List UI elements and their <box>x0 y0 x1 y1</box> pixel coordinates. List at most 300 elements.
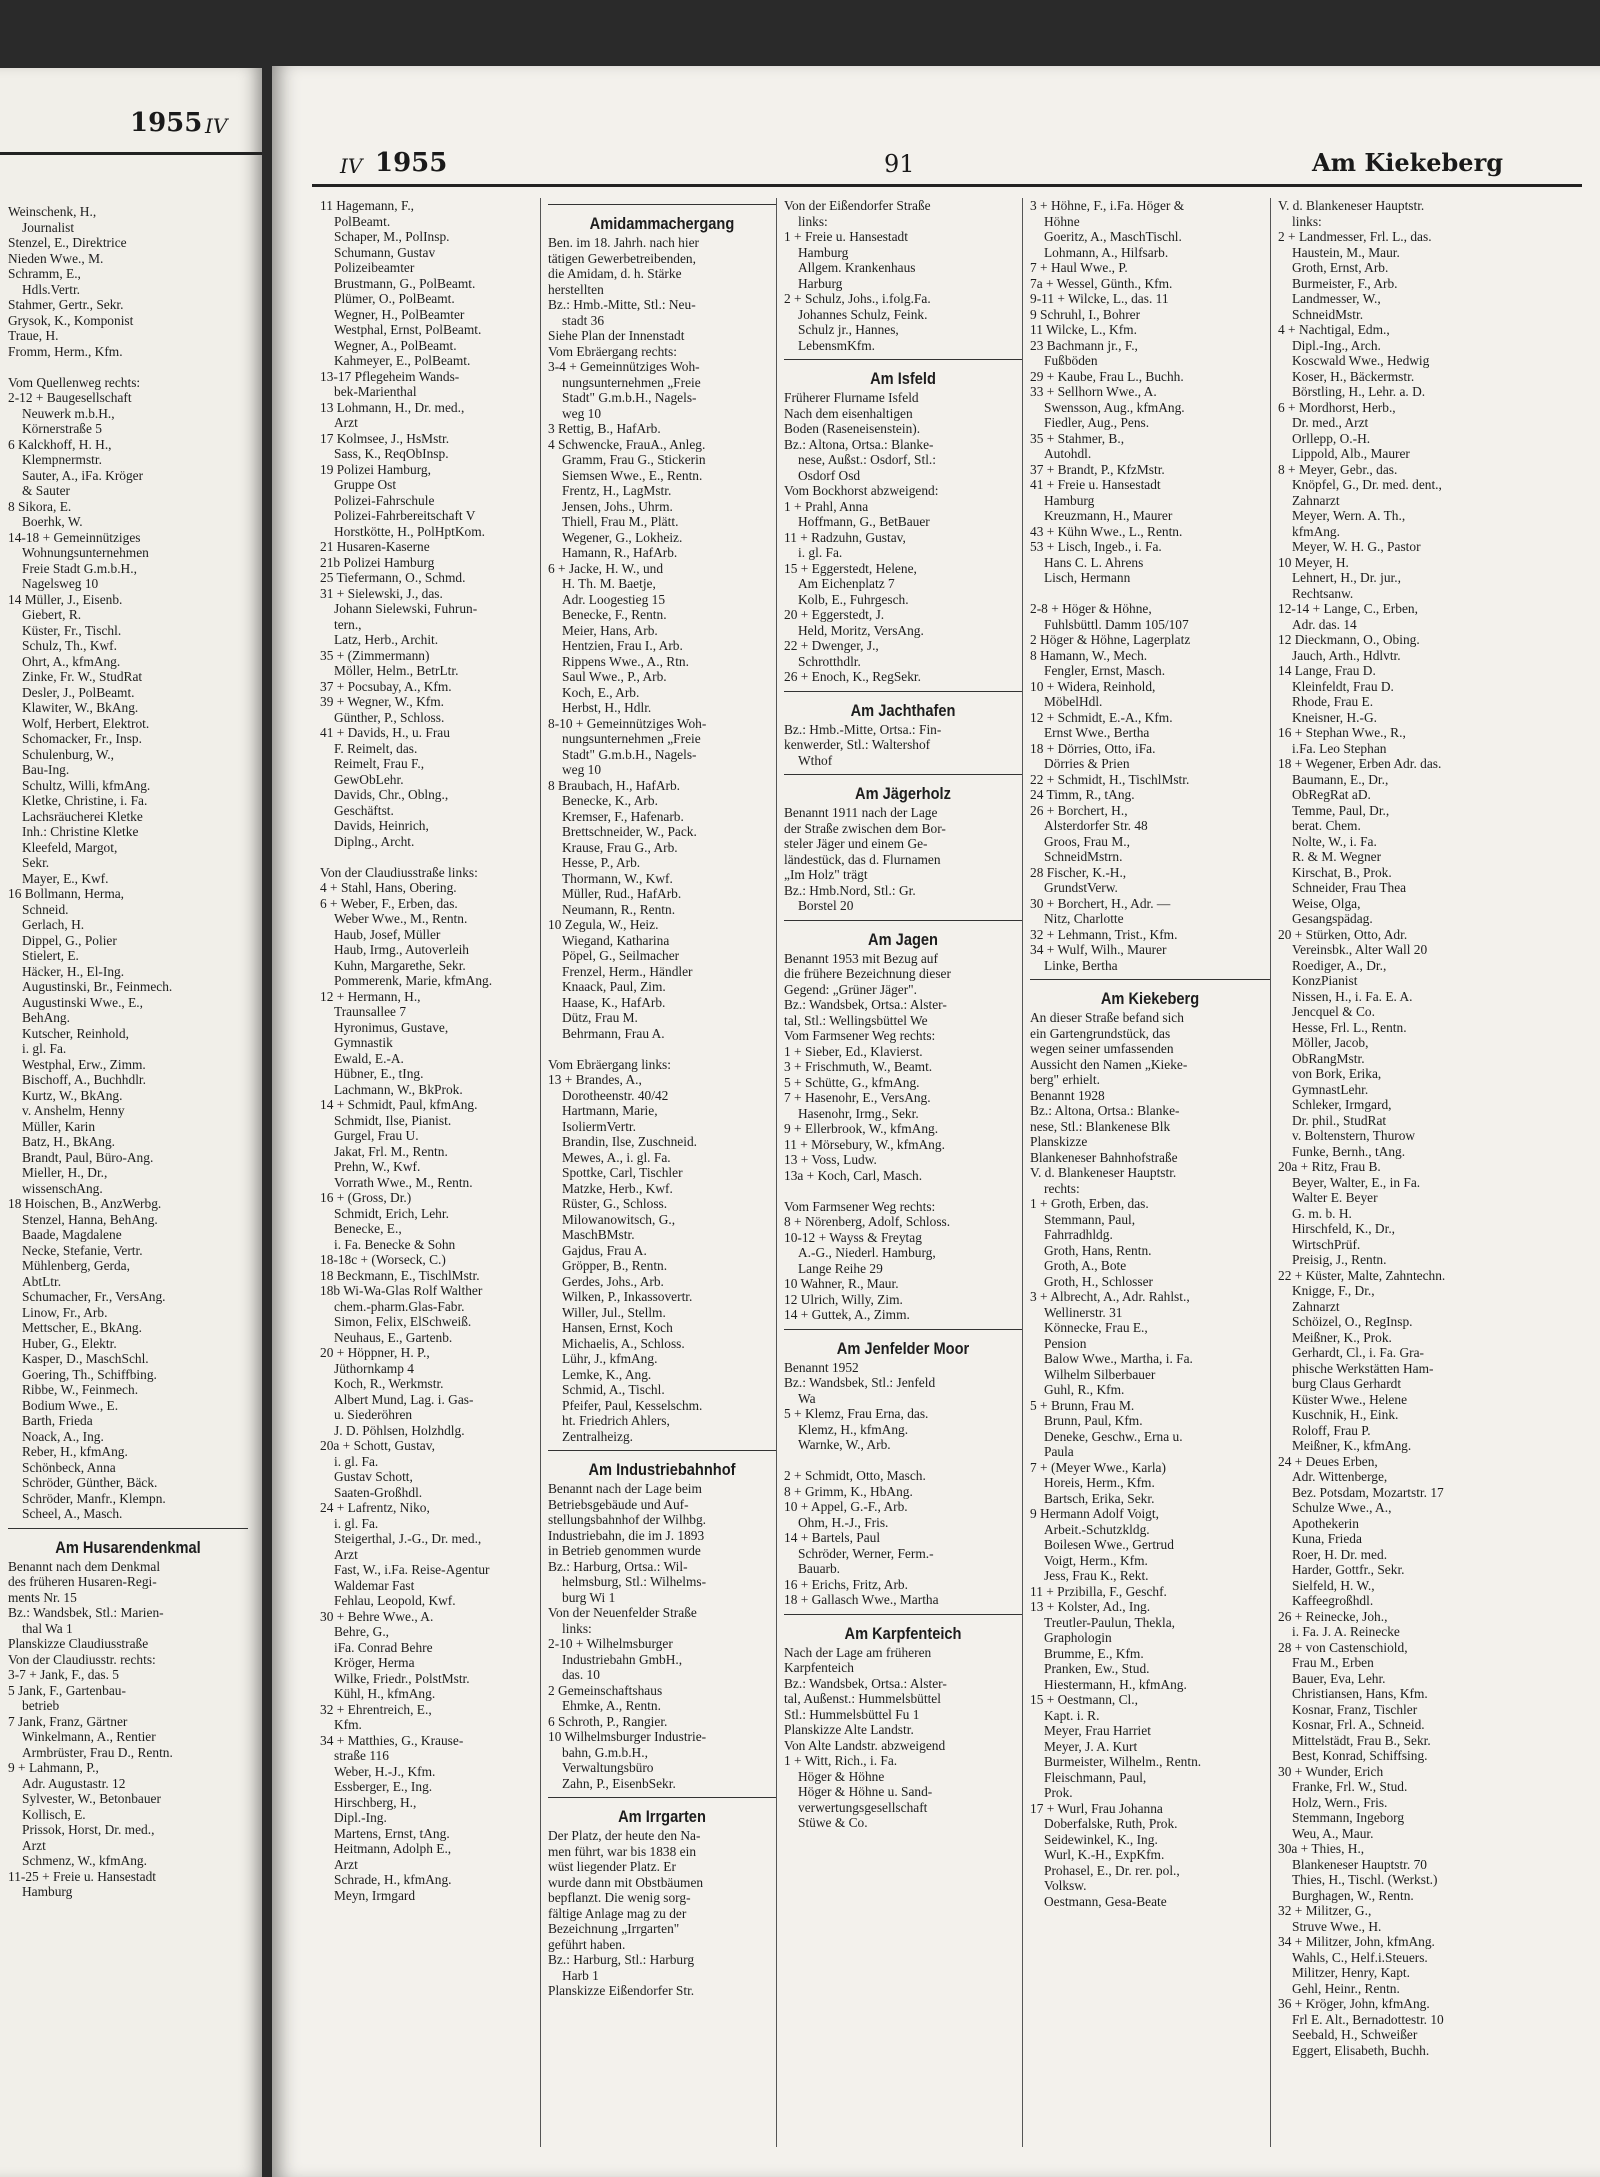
directory-line: Schleker, Irmgard, <box>1292 1097 1392 1112</box>
directory-line: Lachmann, W., BkProk. <box>334 1081 463 1097</box>
directory-line: 22 + Küster, Malte, Zahntechn. <box>1278 1267 1446 1283</box>
directory-line: Gustav Schott, <box>334 1469 413 1484</box>
directory-line: 7 Jank, Franz, Gärtner <box>8 1713 128 1729</box>
directory-line: 11 + Radzuhn, Gustav, <box>784 529 906 545</box>
directory-line: Schulz, Th., Kwf. <box>22 638 117 653</box>
directory-line: Ehmke, A., Rentn. <box>562 1698 661 1713</box>
directory-line: Vom Ebräergang rechts: <box>548 343 677 359</box>
directory-line: Wilken, P., Inkassovertr. <box>562 1289 693 1304</box>
directory-line: Schmidt, Ilse, Pianist. <box>334 1112 452 1128</box>
directory-line: Bischoff, A., Buchhdlr. <box>22 1072 146 1087</box>
directory-line: Benannt nach dem Denkmal <box>8 1558 161 1574</box>
directory-line: Roer, H. Dr. med. <box>1292 1546 1388 1562</box>
directory-line: 11 + Przibilla, F., Geschf. <box>1030 1583 1167 1599</box>
directory-line: 4 + Stahl, Hans, Obering. <box>320 880 457 895</box>
directory-line: 7 + Haul Wwe., P. <box>1030 260 1128 275</box>
directory-line: Schrade, H., kfmAng. <box>334 1872 452 1887</box>
directory-line: Sass, K., ReqObInsp. <box>334 446 449 461</box>
directory-line: 8 + Nörenberg, Adolf, Schloss. <box>784 1214 951 1229</box>
directory-line: Graphologin <box>1044 1630 1112 1645</box>
directory-line: Kutscher, Reinhold, <box>22 1025 129 1041</box>
directory-line: i. gl. Fa. <box>334 1453 379 1469</box>
directory-line: Mewes, A., i. gl. Fa. <box>562 1149 671 1165</box>
directory-line: Hamann, R., HafArb. <box>562 545 678 560</box>
directory-line: Sauter, A., iFa. Kröger <box>22 467 144 483</box>
directory-line: Jauch, Arth., Hdlvtr. <box>1292 647 1401 663</box>
directory-line: Lachsräucherei Kletke <box>22 808 143 824</box>
directory-line: Könnecke, Frau E., <box>1044 1320 1148 1335</box>
directory-line: Huber, G., Elektr. <box>22 1335 117 1351</box>
directory-line: Koch, E., Arb. <box>562 684 640 700</box>
directory-line: Meyn, Irmgard <box>334 1887 416 1903</box>
directory-line: 1 + Prahl, Anna <box>784 498 869 514</box>
directory-line: 21b Polizei Hamburg <box>320 554 435 570</box>
directory-line: 8 Sikora, E. <box>8 498 72 514</box>
directory-line: Benannt 1953 mit Bezug auf <box>784 950 938 966</box>
directory-line: Bau-Ing. <box>22 762 70 777</box>
directory-line: Pension <box>1044 1335 1087 1351</box>
directory-line: 1 + Sieber, Ed., Klavierst. <box>784 1043 923 1059</box>
directory-line: Bz.: Harburg, Ortsa.: Wil- <box>548 1558 688 1574</box>
directory-line: Planskizze Alte Landstr. <box>784 1722 914 1737</box>
directory-line: 30 + Borchert, H., Adr. — <box>1030 895 1171 911</box>
directory-line: stadt 36 <box>562 312 605 328</box>
directory-line: Häcker, H., El-Ing. <box>22 963 125 979</box>
directory-line: Gerhardt, Cl., i. Fa. Gra- <box>1292 1345 1425 1360</box>
directory-line: ments Nr. 15 <box>8 1589 77 1605</box>
directory-line: Hamburg <box>1044 492 1095 508</box>
directory-line: Blankeneser Bahnhofstraße <box>1030 1149 1178 1165</box>
directory-line: J. D. Pöhlsen, Holzhdlg. <box>334 1422 465 1438</box>
directory-line: 18 + Dörries, Otto, iFa. <box>1030 740 1156 756</box>
directory-line: Siemsen Wwe., E., Rentn. <box>562 467 703 483</box>
directory-line: 30 + Behre Wwe., A. <box>320 1608 434 1624</box>
directory-line: Deneke, Geschw., Erna u. <box>1044 1428 1183 1444</box>
directory-line: fältige Anlage mag zu der <box>548 1905 687 1921</box>
directory-line: Vom Farmsener Weg rechts: <box>784 1028 936 1043</box>
directory-line: Bz.: Hmb.-Mitte, Ortsa.: Fin- <box>784 721 942 737</box>
directory-line: berg" erhielt. <box>1030 1072 1100 1087</box>
directory-line: Thiell, Frau M., Plätt. <box>562 514 679 529</box>
directory-line: Früherer Flurname Isfeld <box>784 390 919 405</box>
directory-line: Bartsch, Erika, Sekr. <box>1044 1490 1155 1506</box>
directory-line: 11 + Mörsebury, W., kfmAng. <box>784 1136 945 1152</box>
directory-line: Kosnar, Franz, Tischler <box>1292 1701 1418 1717</box>
directory-line: Preisig, J., Rentn. <box>1292 1252 1387 1267</box>
directory-line: Stenzel, E., Direktrice <box>8 235 127 250</box>
directory-line: Kreuzmann, H., Maurer <box>1044 508 1173 523</box>
directory-line: Burghagen, W., Rentn. <box>1292 1887 1414 1903</box>
directory-line: Volksw. <box>1044 1878 1087 1893</box>
directory-line: Adr. Loogestieg 15 <box>562 591 666 607</box>
directory-line: Haub, Josef, Müller <box>334 926 441 942</box>
directory-line: Höger & Höhne u. Sand- <box>798 1784 933 1799</box>
directory-line: wegen seiner umfassenden <box>1030 1041 1174 1056</box>
directory-line: Bez. Potsdam, Mozartstr. 17 <box>1292 1484 1444 1500</box>
directory-line: Weu, A., Maur. <box>1292 1825 1374 1841</box>
directory-line: Hamburg <box>22 1884 73 1899</box>
directory-line: 2 + Schmidt, Otto, Masch. <box>784 1468 926 1483</box>
directory-line: Haase, K., HafArb. <box>562 994 666 1010</box>
directory-line: steler Jäger und einem Ge- <box>784 836 928 851</box>
directory-line: Jakat, Frl. M., Rentn. <box>334 1143 448 1159</box>
directory-line: geführt haben. <box>548 1936 626 1952</box>
page-number: 91 <box>884 150 915 178</box>
directory-line: Hansen, Ernst, Koch <box>562 1320 673 1335</box>
directory-line: Boden (Raseneisenstein). <box>784 421 921 436</box>
directory-line: nungsunternehmen „Freie <box>562 731 701 746</box>
directory-line: Gröpper, B., Rentn. <box>562 1258 668 1273</box>
directory-line: Christiansen, Hans, Kfm. <box>1292 1686 1428 1701</box>
directory-line: Koser, H., Bäckermstr. <box>1292 368 1415 384</box>
directory-line: Haustein, M., Maur. <box>1292 244 1400 260</box>
directory-line: Ohm, H.-J., Fris. <box>798 1514 889 1530</box>
directory-line: Kollisch, E. <box>22 1806 86 1822</box>
directory-line: Haub, Irmg., Autoverleih <box>334 942 469 957</box>
directory-line: 20a + Schott, Gustav, <box>320 1438 435 1453</box>
directory-line: Stemmann, Paul, <box>1044 1211 1136 1227</box>
directory-line: das. 10 <box>562 1667 600 1682</box>
directory-line: 5 + Brunn, Frau M. <box>1030 1397 1135 1413</box>
directory-line: Mieller, H., Dr., <box>22 1165 108 1180</box>
directory-line: Gruppe Ost <box>334 477 397 492</box>
street-heading: Am Jagen <box>868 929 938 949</box>
directory-line: 32 + Militzer, G., <box>1278 1903 1372 1918</box>
directory-line: Gehl, Heinr., Rentn. <box>1292 1980 1400 1996</box>
directory-line: Thormann, W., Kwf. <box>562 870 673 886</box>
directory-line: Wegner, A., PolBeamt. <box>334 337 457 353</box>
spacer <box>784 1183 1022 1199</box>
directory-line: Zentralheizg. <box>562 1428 634 1444</box>
directory-line: 16 + Erichs, Fritz, Arb. <box>784 1576 908 1592</box>
directory-line: i. Fa. Benecke & Sohn <box>334 1236 456 1252</box>
directory-line: nungsunternehmen „Freie <box>562 374 701 390</box>
directory-line: 32 + Ehrentreich, E., <box>320 1701 432 1717</box>
directory-line: Westphal, Ernst, PolBeamt. <box>334 322 482 337</box>
directory-line: Doberfalske, Ruth, Prok. <box>1044 1816 1178 1831</box>
street-heading: Am Karpfenteich <box>844 1623 962 1643</box>
directory-line: Meyer, J. A. Kurt <box>1044 1738 1138 1754</box>
directory-line: ländestück, das d. Flurnamen <box>784 851 941 867</box>
directory-line: Weber Wwe., M., Rentn. <box>334 911 468 926</box>
directory-line: links: <box>1292 213 1322 229</box>
directory-line: Hirschfeld, K., Dr., <box>1292 1221 1396 1236</box>
directory-line: BehAng. <box>22 1010 70 1025</box>
directory-line: Autohdl. <box>1044 446 1092 461</box>
directory-line: 18b Wi-Wa-Glas Rolf Walther <box>320 1283 483 1298</box>
directory-line: Von der Claudiusstr. rechts: <box>8 1651 156 1667</box>
directory-line: Hartmann, Marie, <box>562 1103 658 1118</box>
directory-line: Augustinski Wwe., E., <box>22 994 144 1010</box>
directory-line: Der Platz, der heute den Na- <box>548 1828 701 1843</box>
directory-line: Karpfenteich <box>784 1660 854 1675</box>
left-page <box>0 68 262 2177</box>
directory-line: Müller, Karin <box>22 1118 96 1134</box>
directory-line: 41 + Freie u. Hansestadt <box>1030 477 1161 492</box>
directory-line: Dütz, Frau M. <box>562 1010 638 1025</box>
directory-line: berat. Chem. <box>1292 818 1361 833</box>
directory-line: Alsterdorfer Str. 48 <box>1044 818 1148 833</box>
directory-line: 13 + Brandes, A., <box>548 1072 642 1087</box>
directory-line: Reimelt, Frau F., <box>334 756 425 771</box>
directory-line: 6 + Mordhorst, Herb., <box>1278 399 1396 415</box>
directory-line: 12 Ulrich, Willy, Zim. <box>784 1291 903 1307</box>
directory-line: Gramm, Frau G., Stickerin <box>562 452 706 467</box>
directory-line: Wa <box>798 1390 816 1406</box>
directory-line: V. d. Blankeneser Hauptstr. <box>1030 1165 1177 1180</box>
directory-line: Johann Sielewski, Fuhrun- <box>334 601 478 616</box>
directory-line: Gurgel, Frau U. <box>334 1128 419 1143</box>
directory-line: Vereinsbk., Alter Wall 20 <box>1292 942 1428 957</box>
street-heading: Am Jenfelder Moor <box>836 1338 970 1358</box>
directory-line: 13 + Voss, Ludw. <box>784 1152 877 1167</box>
directory-line: Kosnar, Frl. A., Schneid. <box>1292 1717 1425 1732</box>
spacer <box>784 1453 1022 1469</box>
directory-line: Seidewinkel, K., Ing. <box>1044 1831 1158 1847</box>
directory-line: Dipl.-Ing. <box>334 1810 387 1825</box>
directory-line: Paula <box>1044 1444 1074 1459</box>
directory-line: 8-10 + Gemeinnütziges Woh- <box>548 715 707 731</box>
column-divider <box>548 1797 776 1798</box>
directory-line: 11 Hagemann, F., <box>320 198 415 213</box>
directory-line: 20 + Höppner, H. P., <box>320 1345 430 1360</box>
directory-line: F. Reimelt, das. <box>334 740 418 756</box>
directory-line: Desler, J., PolBeamt. <box>22 684 135 700</box>
directory-line: Müller, Rud., HafArb. <box>562 886 682 901</box>
left-header-quarter: IV <box>205 114 228 138</box>
directory-line: Brettschneider, W., Pack. <box>562 824 697 839</box>
directory-line: 22 + Schmidt, H., TischlMstr. <box>1030 771 1190 787</box>
left-column <box>8 204 248 2147</box>
directory-line: Siehe Plan der Innenstadt <box>548 328 685 343</box>
directory-line: 41 + Davids, H., u. Frau <box>320 725 450 740</box>
directory-line: die frühere Bezeichnung dieser <box>784 966 951 981</box>
directory-line: Koch, R., Werkmstr. <box>334 1376 444 1391</box>
directory-line: 3 + Albrecht, A., Adr. Rahlst., <box>1030 1289 1190 1304</box>
directory-line: men führt, war bis 1838 ein <box>548 1843 697 1859</box>
directory-line: 24 + Lafrentz, Niko, <box>320 1500 430 1515</box>
directory-line: Vom Quellenweg rechts: <box>8 374 141 390</box>
directory-line: Vorrath Wwe., M., Rentn. <box>334 1174 473 1190</box>
directory-line: Mayer, E., Kwf. <box>22 870 109 886</box>
directory-line: Seebald, H., Schweißer <box>1292 2027 1418 2042</box>
directory-line: 10 Wahner, R., Maur. <box>784 1276 899 1291</box>
directory-line: 10 Wilhelmsburger Industrie- <box>548 1729 707 1744</box>
directory-line: Wolf, Herbert, Elektrot. <box>22 715 150 731</box>
directory-line: Horstkötte, H., PolHptKom. <box>334 523 486 539</box>
directory-line: Kuna, Frieda <box>1292 1531 1362 1546</box>
directory-line: kfmAng. <box>1292 523 1340 539</box>
directory-line: Saaten-Großhdl. <box>334 1484 423 1500</box>
directory-line: 28 Fischer, K.-H., <box>1030 864 1127 880</box>
directory-line: G. m. b. H. <box>1292 1205 1352 1221</box>
directory-line: Ben. im 18. Jahrh. nach hier <box>548 235 699 250</box>
directory-line: V. d. Blankeneser Hauptstr. <box>1278 198 1425 213</box>
directory-line: Benecke, K., Arb. <box>562 793 658 808</box>
directory-line: 30a + Thies, H., <box>1278 1841 1365 1856</box>
directory-line: Brandin, Ilse, Zuschneid. <box>562 1134 697 1149</box>
directory-line: 10 + Widera, Reinhold, <box>1030 678 1156 694</box>
directory-line: Prehn, W., Kwf. <box>334 1159 421 1174</box>
directory-line: Jencquel & Co. <box>1292 1004 1375 1019</box>
directory-line: v. Boltenstern, Thurow <box>1292 1128 1416 1143</box>
directory-line: v. Anshelm, Henny <box>22 1103 125 1118</box>
directory-line: 20 + Stürken, Otto, Adr. <box>1278 926 1408 942</box>
directory-line: Arzt <box>334 1856 358 1872</box>
directory-line: Nach der Lage am früheren <box>784 1644 932 1660</box>
directory-line: Krause, Frau G., Arb. <box>562 839 678 855</box>
directory-line: Wahls, C., Helf.i.Steuers. <box>1292 1949 1428 1965</box>
directory-line: 10 Meyer, H. <box>1278 554 1349 570</box>
directory-line: Brunn, Paul, Kfm. <box>1044 1413 1143 1428</box>
column-divider <box>784 920 1022 921</box>
directory-line: 18 Beckmann, E., TischlMstr. <box>320 1267 480 1283</box>
directory-line: burg Wi 1 <box>562 1589 616 1605</box>
directory-line: 26 + Enoch, K., RegSekr. <box>784 669 921 684</box>
directory-line: Schröder, Werner, Ferm.- <box>798 1545 934 1561</box>
directory-line: Vom Bockhorst abzweigend: <box>784 483 939 498</box>
directory-line: Rippens Wwe., A., Rtn. <box>562 653 689 669</box>
directory-line: Borstel 20 <box>798 898 854 913</box>
directory-line: Horeis, Herm., Kfm. <box>1044 1475 1155 1490</box>
directory-line: Diplng., Archt. <box>334 833 415 849</box>
directory-line: Dorotheenstr. 40/42 <box>562 1087 669 1103</box>
directory-line: Treutler-Paulun, Thekla, <box>1044 1614 1176 1630</box>
directory-line: weg 10 <box>562 762 602 777</box>
directory-line: Stadt" G.m.b.H., Nagels- <box>562 746 697 762</box>
directory-line: iFa. Conrad Behre <box>334 1639 433 1655</box>
directory-line: Barth, Frieda <box>22 1413 93 1428</box>
directory-line: Dr. phil., StudRat <box>1292 1112 1387 1128</box>
directory-line: Gajdus, Frau A. <box>562 1242 647 1258</box>
directory-line: 35 + (Zimmermann) <box>320 647 430 663</box>
directory-line: 18-18c + (Worseck, C.) <box>320 1252 446 1267</box>
directory-line: 34 + Matthies, G., Krause- <box>320 1732 464 1748</box>
directory-line: Milowanowitsch, G., <box>562 1211 676 1227</box>
directory-line: ObRegRat aD. <box>1292 787 1371 802</box>
directory-line: herstellten <box>548 281 604 297</box>
directory-line: 12 + Hermann, H., <box>320 988 421 1004</box>
directory-line: 35 + Stahmer, B., <box>1030 430 1125 446</box>
directory-line: Nagelsweg 10 <box>22 576 99 591</box>
directory-line: betrieb <box>22 1698 60 1713</box>
directory-line: Latz, Herb., Archit. <box>334 632 439 647</box>
directory-line: weg 10 <box>562 405 602 421</box>
directory-line: 34 + Militzer, John, kfmAng. <box>1278 1934 1435 1949</box>
column-4 <box>1030 198 1271 2147</box>
directory-line: Westphal, Erw., Zimm. <box>22 1056 146 1072</box>
directory-line: GewObLehr. <box>334 771 404 787</box>
spacer <box>320 849 540 865</box>
directory-line: Gerlach, H. <box>22 917 85 932</box>
directory-line: Bz.: Altona, Ortsa.: Blanke- <box>1030 1103 1180 1118</box>
directory-line: 16 + Stephan Wwe., R., <box>1278 725 1406 740</box>
directory-line: 13a + Koch, Carl, Masch. <box>784 1167 923 1183</box>
directory-line: Journalist <box>22 219 75 235</box>
directory-line: Stemmann, Ingeborg <box>1292 1810 1405 1825</box>
directory-line: Kfm. <box>334 1717 362 1732</box>
directory-line: Zahnarzt <box>1292 492 1340 508</box>
spacer <box>1030 586 1270 602</box>
directory-line: 6 Schroth, P., Rangier. <box>548 1713 668 1729</box>
directory-line: Planskizze Claudiusstraße <box>8 1636 149 1651</box>
directory-line: Kuhn, Margarethe, Sekr. <box>334 957 466 973</box>
directory-line: Klawiter, W., BkAng. <box>22 700 139 715</box>
directory-line: 4 Schwencke, FrauA., Anleg. <box>548 436 706 452</box>
directory-line: Arzt <box>334 1546 358 1562</box>
directory-line: thal Wa 1 <box>22 1620 73 1636</box>
directory-line: Schneid. <box>22 901 69 917</box>
directory-line: Behre, G., <box>334 1624 390 1639</box>
directory-line: Schmenz, W., kfmAng. <box>22 1853 147 1868</box>
directory-line: Hesse, Frl. L., Rentn. <box>1292 1019 1407 1035</box>
street-heading: Amidammachergang <box>589 214 735 233</box>
directory-line: Augustinski, Br., Feinmech. <box>22 979 173 994</box>
directory-line: 23 Bachmann jr., F., <box>1030 337 1138 353</box>
directory-line: Kuschnik, H., Eink. <box>1292 1407 1399 1422</box>
directory-line: Wohnungsunternehmen <box>22 545 149 560</box>
directory-line: Bz.: Hmb.Nord, Stl.: Gr. <box>784 882 916 898</box>
directory-line: 12-14 + Lange, C., Erben, <box>1278 601 1418 616</box>
directory-line: Pöpel, G., Seilmacher <box>562 948 680 963</box>
directory-line: wissenschAng. <box>22 1180 103 1196</box>
directory-line: Benecke, F., Rentn. <box>562 607 667 622</box>
directory-line: Steigerthal, J.-G., Dr. med., <box>334 1531 482 1546</box>
directory-line: 8 + Grimm, K., HbAng. <box>784 1483 913 1499</box>
directory-line: Zahn, P., EisenbSekr. <box>562 1775 676 1791</box>
left-header-rule <box>0 152 262 155</box>
directory-line: Schröder, Günther, Bäck. <box>22 1475 158 1490</box>
directory-line: bek-Marienthal <box>334 384 417 399</box>
directory-line: 6 + Weber, F., Erben, das. <box>320 895 458 911</box>
directory-line: Schmidt, Erich, Lehr. <box>334 1205 449 1221</box>
directory-line: Vom Ebräergang links: <box>548 1056 671 1072</box>
directory-line: Harder, Gottfr., Sekr. <box>1292 1562 1405 1577</box>
directory-line: 17 + Wurl, Frau Johanna <box>1030 1800 1163 1816</box>
directory-line: Herbst, H., Hdlr. <box>562 700 652 715</box>
directory-line: 7 + (Meyer Wwe., Karla) <box>1030 1459 1166 1475</box>
directory-line: 1 + Groth, Erben, das. <box>1030 1196 1149 1211</box>
directory-line: Kasper, D., MaschSchl. <box>22 1351 149 1366</box>
directory-line: 2 Höger & Höhne, Lagerplatz <box>1030 632 1191 647</box>
directory-line: Warnke, W., Arb. <box>798 1437 891 1452</box>
directory-line: Polizei-Fahrschule <box>334 492 435 508</box>
directory-line: Bz.: Wandsbek, Stl.: Marien- <box>8 1605 164 1620</box>
directory-line: Schulze Wwe., A., <box>1292 1500 1392 1515</box>
directory-line: Schönbeck, Anna <box>22 1459 116 1475</box>
column-divider <box>784 691 1022 692</box>
directory-line: 14 Müller, J., Eisenb. <box>8 591 123 607</box>
directory-line: 2 Gemeinschaftshaus <box>548 1682 663 1698</box>
directory-line: Waldemar Fast <box>334 1577 415 1593</box>
directory-line: Benannt 1911 nach der Lage <box>784 805 938 820</box>
directory-line: Ribbe, W., Feinmech. <box>22 1382 139 1397</box>
directory-line: Allgem. Krankenhaus <box>798 260 916 275</box>
directory-line: Frentz, H., LagMstr. <box>562 483 672 498</box>
directory-line: Fast, W., i.Fa. Reise-Agentur <box>334 1562 490 1577</box>
directory-line: Essberger, E., Ing. <box>334 1779 433 1794</box>
directory-line: verwertungsgesellschaft <box>798 1799 928 1815</box>
directory-line: Prok. <box>1044 1785 1073 1800</box>
directory-line: 11-25 + Freie u. Hansestadt <box>8 1868 156 1884</box>
directory-line: Traue, H. <box>8 328 59 343</box>
directory-line: 21 Husaren-Kaserne <box>320 539 430 554</box>
directory-line: Gegend: „Grüner Jäger". <box>784 981 917 997</box>
street-heading: Am Irrgarten <box>618 1807 706 1826</box>
directory-line: Hoffmann, G., BetBauer <box>798 514 930 529</box>
directory-line: Kahmeyer, E., PolBeamt. <box>334 353 471 368</box>
street-heading: Am Jachthafen <box>850 700 956 720</box>
